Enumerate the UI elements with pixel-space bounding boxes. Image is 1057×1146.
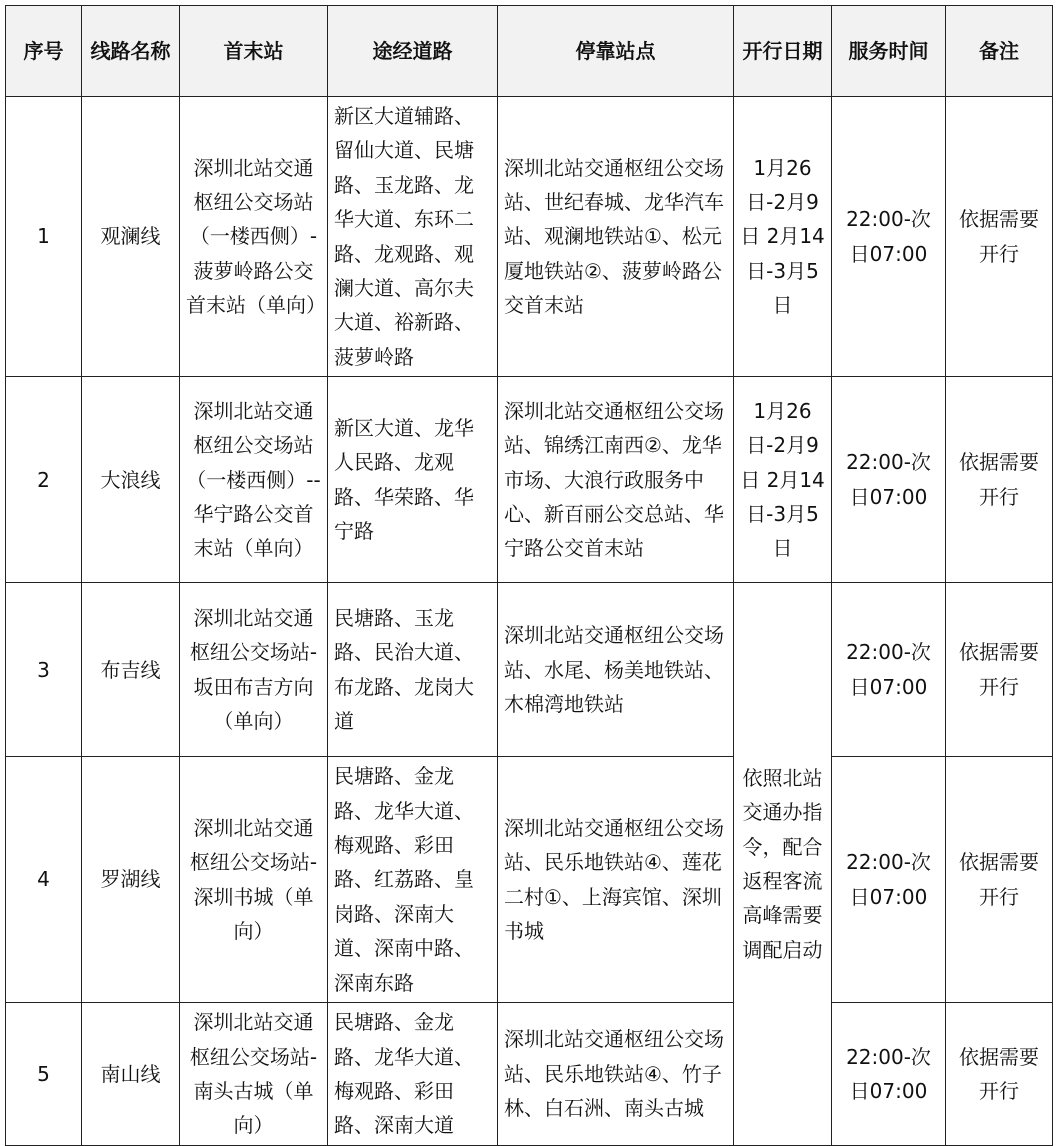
cell-remark: 依据需要开行 — [946, 97, 1053, 377]
cell-service-time: 22:00-次日07:00 — [832, 377, 946, 583]
bus-route-table — [5, 5, 1053, 1146]
cell-route-name: 南山线 — [82, 1003, 180, 1146]
cell-stops: 深圳北站交通枢纽公交场站、世纪春城、龙华汽车站、观澜地铁站①、松元厦地铁站②、菠萝岭路公交首末站 — [498, 97, 734, 377]
cell-dates-merged: 依照北站交通办指令，配合返程客流高峰需要调配启动 — [734, 583, 832, 1145]
header-dates: 开行日期 — [734, 6, 832, 97]
cell-terminals: 深圳北站交通枢纽公交场站（一楼西侧）--华宁路公交首末站（单向） — [180, 377, 328, 583]
cell-route-name: 布吉线 — [82, 583, 180, 757]
cell-roads: 新区大道辅路、留仙大道、民塘路、玉龙路、龙华大道、东环二路、龙观路、观澜大道、高尔夫大道、裕新路、菠萝岭路 — [328, 97, 498, 377]
cell-terminals: 深圳北站交通枢纽公交场站-坂田布吉方向（单向） — [180, 583, 328, 757]
cell-no: 2 — [6, 377, 82, 583]
cell-route-name: 大浪线 — [82, 377, 180, 583]
header-service-time: 服务时间 — [832, 6, 946, 97]
cell-no: 4 — [6, 757, 82, 1003]
header-route-name: 线路名称 — [82, 6, 180, 97]
cell-stops: 深圳北站交通枢纽公交场站、民乐地铁站④、竹子林、白石洲、南头古城 — [498, 1003, 734, 1146]
cell-dates: 1月26日-2月9日 2月14日-3月5日 — [734, 377, 832, 583]
cell-roads: 民塘路、金龙路、龙华大道、梅观路、彩田路、红荔路、皇岗路、深南大道、深南中路、深南东路 — [328, 757, 498, 1003]
cell-remark: 依据需要开行 — [946, 1003, 1053, 1146]
table-header-row — [6, 6, 1053, 97]
table-row — [6, 757, 1053, 1003]
table-row — [6, 583, 1053, 757]
cell-roads: 民塘路、金龙路、龙华大道、梅观路、彩田路、深南大道 — [328, 1003, 498, 1146]
cell-route-name: 观澜线 — [82, 97, 180, 377]
header-roads: 途经道路 — [328, 6, 498, 97]
cell-terminals: 深圳北站交通枢纽公交场站（一楼西侧）- 菠萝岭路公交首末站（单向） — [180, 97, 328, 377]
cell-route-name: 罗湖线 — [82, 757, 180, 1003]
cell-stops: 深圳北站交通枢纽公交场站、水尾、杨美地铁站、木棉湾地铁站 — [498, 583, 734, 757]
cell-no: 3 — [6, 583, 82, 757]
header-terminals: 首末站 — [180, 6, 328, 97]
cell-terminals: 深圳北站交通枢纽公交场站-深圳书城（单向） — [180, 757, 328, 1003]
table-row — [6, 377, 1053, 583]
cell-no: 1 — [6, 97, 82, 377]
cell-no: 5 — [6, 1003, 82, 1146]
cell-stops: 深圳北站交通枢纽公交场站、民乐地铁站④、莲花二村①、上海宾馆、深圳书城 — [498, 757, 734, 1003]
header-remark: 备注 — [946, 6, 1053, 97]
cell-stops: 深圳北站交通枢纽公交场站、锦绣江南西②、龙华市场、大浪行政服务中心、新百丽公交总站、华宁路公交首末站 — [498, 377, 734, 583]
table-row — [6, 97, 1053, 377]
cell-service-time: 22:00-次日07:00 — [832, 97, 946, 377]
cell-remark: 依据需要开行 — [946, 377, 1053, 583]
cell-remark: 依据需要开行 — [946, 583, 1053, 757]
cell-dates: 1月26日-2月9日 2月14日-3月5日 — [734, 97, 832, 377]
header-no: 序号 — [6, 6, 82, 97]
cell-service-time: 22:00-次日07:00 — [832, 757, 946, 1003]
cell-remark: 依据需要开行 — [946, 757, 1053, 1003]
header-stops: 停靠站点 — [498, 6, 734, 97]
cell-terminals: 深圳北站交通枢纽公交场站-南头古城（单向） — [180, 1003, 328, 1146]
table-row — [6, 1003, 1053, 1146]
cell-service-time: 22:00-次日07:00 — [832, 1003, 946, 1146]
cell-roads: 民塘路、玉龙路、民治大道、布龙路、龙岗大道 — [328, 583, 498, 757]
cell-roads: 新区大道、龙华人民路、龙观路、华荣路、华宁路 — [328, 377, 498, 583]
cell-service-time: 22:00-次日07:00 — [832, 583, 946, 757]
